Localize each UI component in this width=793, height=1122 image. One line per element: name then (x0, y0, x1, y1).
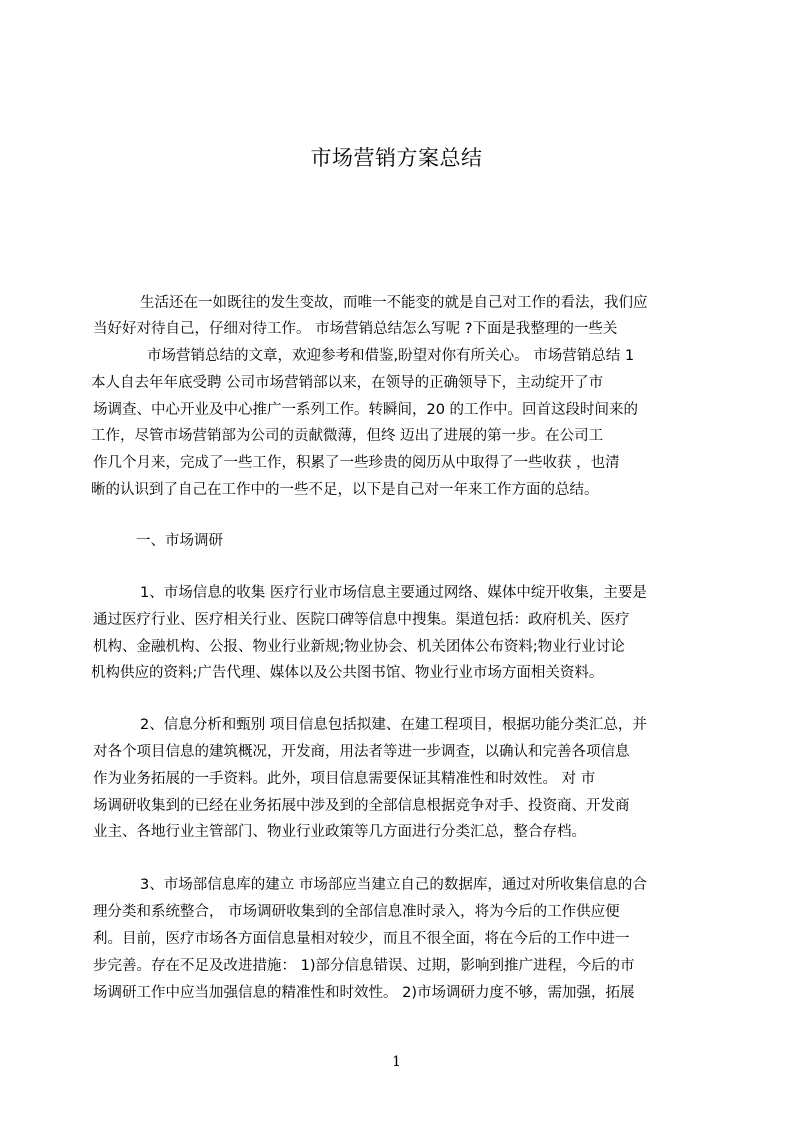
intro-line: 本人自去年年底受聘 公司市场营销部以来，在领导的正确领导下，主动绽开了市 (91, 375, 604, 391)
item3-line: 场调研工作中应当加强信息的精准性和时效性。 2)市场调研力度不够，需加强，拓展 (93, 985, 635, 1001)
intro-line: 场调查、中心开业及中心推广一系列工作。转瞬间，20 的工作中。回首这段时间来的 (93, 402, 639, 418)
item2-line: 场调研收集到的已经在业务拓展中涉及到的全部信息根据竞争对手、投资商、开发商 (93, 798, 630, 814)
item1-line: 通过医疗行业、医疗相关行业、医院口碑等信息中搜集。渠道包括：政府机关、医疗 (93, 612, 630, 628)
intro-line: 市场营销总结的文章，欢迎参考和借鉴,盼望对你有所关心。 市场营销总结 1 (147, 348, 635, 364)
intro-line: 当好好对待自己，仔细对待工作。 市场营销总结怎么写呢 ?下面是我整理的一些关 (93, 321, 618, 337)
item1-line: 1、市场信息的收集 医疗行业市场信息主要通过网络、媒体中绽开收集，主要是 (140, 585, 647, 601)
page-number: 1 (392, 1054, 401, 1070)
item2-line: 对各个项目信息的建筑概况，开发商，用法者等进一步调查，以确认和完善各项信息 (93, 744, 630, 760)
item2-line: 业主、各地行业主管部门、物业行业政策等几方面进行分类汇总，整合存档。 (93, 824, 586, 840)
item3-line: 利。目前，医疗市场各方面信息量相对较少，而且不很全面，将在今后的工作中进一 (93, 931, 630, 947)
intro-line: 晰的认识到了自己在工作中的一些不足，以下是自己对一年来工作方面的总结。 (91, 482, 599, 498)
document-title: 市场营销方案总结 (310, 146, 483, 170)
section-heading: 一、市场调研 (136, 533, 223, 549)
item1-line: 机构供应的资料;广告代理、媒体以及公共图书馆、物业行业市场方面相关资料。 (91, 665, 604, 681)
intro-line: 生活还在一如既往的发生变故，而唯一不能变的就是自己对工作的看法，我们应 (140, 295, 648, 311)
item1-line: 机构、金融机构、公报、物业行业新规;物业协会、机关团体公布资料;物业行业讨论 (93, 639, 625, 655)
intro-line: 作几个月来，完成了一些工作，积累了一些珍贵的阅历从中取得了一些收获 ，也清 (93, 455, 620, 471)
item3-line: 理分类和系统整合， 市场调研收集到的全部信息准时录入，将为今后的工作供应便 (93, 904, 620, 920)
intro-line: 工作，尽管市场营销部为公司的贡献微薄，但终 迈出了进展的第一步。在公司工 (91, 428, 604, 444)
item3-line: 步完善。存在不足及改进措施： 1)部分信息错误、过期，影响到推广进程，今后的市 (93, 958, 635, 974)
item2-line: 作为业务拓展的一手资料。此外，项目信息需要保证其精准性和时效性。 对 市 (93, 771, 596, 787)
item2-line: 2、信息分析和甄别 项目信息包括拟建、在建工程项目，根据功能分类汇总，并 (140, 717, 647, 733)
item3-line: 3、市场部信息库的建立 市场部应当建立自己的数据库，通过对所收集信息的合 (140, 877, 647, 893)
